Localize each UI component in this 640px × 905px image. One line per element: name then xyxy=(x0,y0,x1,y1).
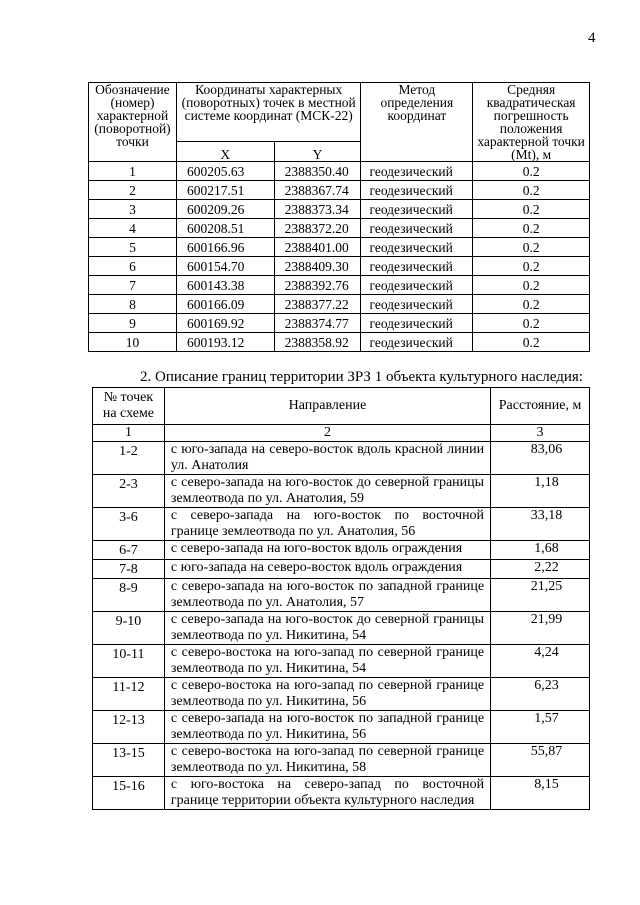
y-coordinate-cell: 2388372.20 xyxy=(274,219,361,238)
direction-cell: с юго-запада на северо-восток вдоль красной линии ул. Анатолия xyxy=(164,442,490,475)
points-cell: 13-15 xyxy=(93,744,165,777)
header-points: № точек на схеме xyxy=(93,388,165,425)
header-direction: Направление xyxy=(164,388,490,425)
table-row xyxy=(93,475,590,508)
y-coordinate-cell: 2388409.30 xyxy=(274,257,361,276)
accuracy-cell: 0.2 xyxy=(473,181,590,200)
table-row xyxy=(89,333,590,352)
table-row xyxy=(93,678,590,711)
accuracy-cell: 0.2 xyxy=(473,257,590,276)
header-point-designation: Обозначение (номер) характерной (поворотной) точки xyxy=(89,83,177,162)
header-y: Y xyxy=(274,141,361,161)
direction-cell: с северо-востока на юго-запад по северной границе землеотвода по ул. Никитина, 58 xyxy=(164,744,490,777)
point-number-cell: 6 xyxy=(89,257,177,276)
table-row xyxy=(93,442,590,475)
accuracy-cell: 0.2 xyxy=(473,276,590,295)
accuracy-cell: 0.2 xyxy=(473,162,590,181)
x-coordinate-cell: 600166.09 xyxy=(176,295,274,314)
direction-cell: с юго-запада на северо-восток вдоль ограждения xyxy=(164,560,490,579)
method-cell: геодезический xyxy=(361,295,473,314)
method-cell: геодезический xyxy=(361,238,473,257)
distance-cell: 55,87 xyxy=(491,744,590,777)
distance-cell: 1,57 xyxy=(491,711,590,744)
x-coordinate-cell: 600169.92 xyxy=(176,314,274,333)
method-cell: геодезический xyxy=(361,219,473,238)
table-row xyxy=(93,645,590,678)
distance-cell: 6,23 xyxy=(491,678,590,711)
table-row xyxy=(93,711,590,744)
point-number-cell: 5 xyxy=(89,238,177,257)
distance-cell: 21,99 xyxy=(491,612,590,645)
coordinates-table xyxy=(88,82,590,352)
distance-cell: 21,25 xyxy=(491,579,590,612)
table-row xyxy=(93,541,590,560)
point-number-cell: 7 xyxy=(89,276,177,295)
distance-cell: 1,18 xyxy=(491,475,590,508)
table-row xyxy=(89,162,590,181)
y-coordinate-cell: 2388358.92 xyxy=(274,333,361,352)
x-coordinate-cell: 600209.26 xyxy=(176,200,274,219)
index-cell: 2 xyxy=(164,425,490,442)
y-coordinate-cell: 2388367.74 xyxy=(274,181,361,200)
table-row xyxy=(93,508,590,541)
y-coordinate-cell: 2388377.22 xyxy=(274,295,361,314)
table-row xyxy=(89,276,590,295)
table-row xyxy=(93,560,590,579)
accuracy-cell: 0.2 xyxy=(473,295,590,314)
direction-cell: с северо-запада на юго-восток вдоль ограждения xyxy=(164,541,490,560)
point-number-cell: 10 xyxy=(89,333,177,352)
method-cell: геодезический xyxy=(361,276,473,295)
section-heading: 2. Описание границ территории ЗРЗ 1 объекта культурного наследия: xyxy=(140,369,583,385)
header-coordinates: Координаты характерных (поворотных) точек в местной системе координат (МСК-22) xyxy=(176,83,361,142)
direction-cell: с северо-востока на юго-запад по северной границе землеотвода по ул. Никитина, 54 xyxy=(164,645,490,678)
y-coordinate-cell: 2388350.40 xyxy=(274,162,361,181)
points-cell: 15-16 xyxy=(93,777,165,810)
points-cell: 11-12 xyxy=(93,678,165,711)
direction-cell: с северо-запада на юго-восток по западной границе землеотвода по ул. Анатолия, 57 xyxy=(164,579,490,612)
points-cell: 9-10 xyxy=(93,612,165,645)
table-row xyxy=(89,238,590,257)
x-coordinate-cell: 600154.70 xyxy=(176,257,274,276)
x-coordinate-cell: 600143.38 xyxy=(176,276,274,295)
points-cell: 8-9 xyxy=(93,579,165,612)
accuracy-cell: 0.2 xyxy=(473,238,590,257)
x-coordinate-cell: 600166.96 xyxy=(176,238,274,257)
points-cell: 12-13 xyxy=(93,711,165,744)
points-cell: 10-11 xyxy=(93,645,165,678)
method-cell: геодезический xyxy=(361,181,473,200)
point-number-cell: 4 xyxy=(89,219,177,238)
table-row xyxy=(93,579,590,612)
points-cell: 1-2 xyxy=(93,442,165,475)
accuracy-cell: 0.2 xyxy=(473,314,590,333)
points-cell: 7-8 xyxy=(93,560,165,579)
accuracy-cell: 0.2 xyxy=(473,333,590,352)
table-row xyxy=(93,612,590,645)
page-number: 4 xyxy=(588,30,596,46)
accuracy-cell: 0.2 xyxy=(473,219,590,238)
boundary-table xyxy=(92,387,590,810)
y-coordinate-cell: 2388401.00 xyxy=(274,238,361,257)
table-row xyxy=(93,777,590,810)
distance-cell: 1,68 xyxy=(491,541,590,560)
point-number-cell: 2 xyxy=(89,181,177,200)
distance-cell: 8,15 xyxy=(491,777,590,810)
table-row xyxy=(89,257,590,276)
method-cell: геодезический xyxy=(361,257,473,276)
distance-cell: 2,22 xyxy=(491,560,590,579)
point-number-cell: 9 xyxy=(89,314,177,333)
table-row xyxy=(89,181,590,200)
method-cell: геодезический xyxy=(361,200,473,219)
method-cell: геодезический xyxy=(361,333,473,352)
table-row xyxy=(89,295,590,314)
x-coordinate-cell: 600217.51 xyxy=(176,181,274,200)
direction-cell: с юго-востока на северо-запад по восточной границе территории объекта культурного наследия xyxy=(164,777,490,810)
table-row xyxy=(89,314,590,333)
header-method: Метод определения координат xyxy=(361,83,473,162)
points-cell: 3-6 xyxy=(93,508,165,541)
header-x: X xyxy=(176,141,274,161)
method-cell: геодезический xyxy=(361,314,473,333)
accuracy-cell: 0.2 xyxy=(473,200,590,219)
header-accuracy: Средняя квадратическая погрешность положения характерной точки (Mt), м xyxy=(473,83,590,162)
distance-cell: 33,18 xyxy=(491,508,590,541)
x-coordinate-cell: 600205.63 xyxy=(176,162,274,181)
x-coordinate-cell: 600208.51 xyxy=(176,219,274,238)
direction-cell: с северо-востока на юго-запад по северной границе землеотвода по ул. Никитина, 56 xyxy=(164,678,490,711)
index-cell: 1 xyxy=(93,425,165,442)
point-number-cell: 1 xyxy=(89,162,177,181)
distance-cell: 83,06 xyxy=(491,442,590,475)
x-coordinate-cell: 600193.12 xyxy=(176,333,274,352)
table-row xyxy=(93,744,590,777)
direction-cell: с северо-запада на юго-восток по восточной границе землеотвода по ул. Анатолия, 56 xyxy=(164,508,490,541)
distance-cell: 4,24 xyxy=(491,645,590,678)
direction-cell: с северо-запада на юго-восток до северной границы землеотвода по ул. Никитина, 54 xyxy=(164,612,490,645)
y-coordinate-cell: 2388392.76 xyxy=(274,276,361,295)
index-cell: 3 xyxy=(491,425,590,442)
method-cell: геодезический xyxy=(361,162,473,181)
table-row xyxy=(89,219,590,238)
direction-cell: с северо-запада на юго-восток по западной границе землеотвода по ул. Никитина, 56 xyxy=(164,711,490,744)
point-number-cell: 8 xyxy=(89,295,177,314)
direction-cell: с северо-запада на юго-восток до северной границы землеотвода по ул. Анатолия, 59 xyxy=(164,475,490,508)
header-distance: Расстояние, м xyxy=(491,388,590,425)
table-row xyxy=(89,200,590,219)
y-coordinate-cell: 2388374.77 xyxy=(274,314,361,333)
points-cell: 6-7 xyxy=(93,541,165,560)
point-number-cell: 3 xyxy=(89,200,177,219)
y-coordinate-cell: 2388373.34 xyxy=(274,200,361,219)
points-cell: 2-3 xyxy=(93,475,165,508)
